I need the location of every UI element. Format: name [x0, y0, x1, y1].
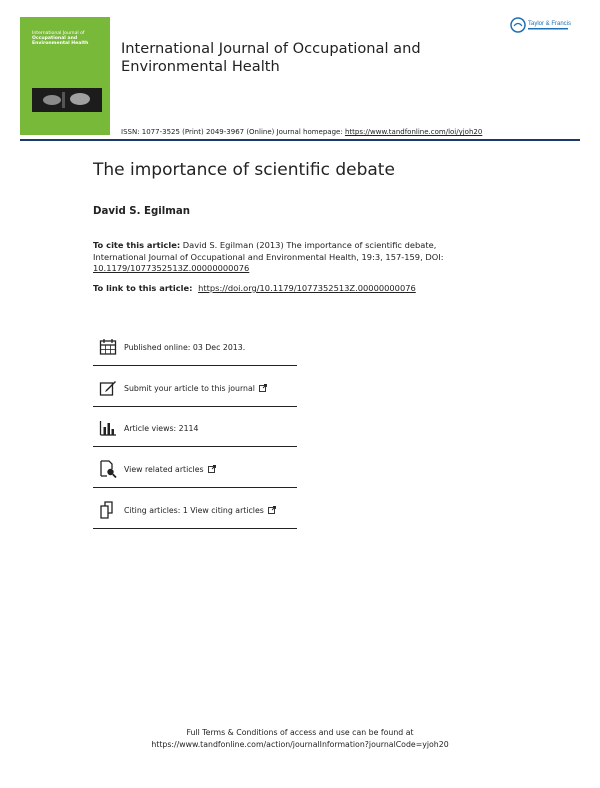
external-link-icon [268, 506, 276, 516]
article-views-row [93, 406, 297, 447]
calendar-icon [99, 338, 117, 356]
external-link-icon [208, 465, 216, 475]
published-row [93, 325, 297, 366]
submit-article-row[interactable] [93, 366, 297, 407]
published-date-text: Published online: 03 Dec 2013. [124, 343, 246, 352]
cover-title-line3: Environmental Health [32, 41, 89, 47]
external-link-icon [259, 384, 267, 394]
article-doi-link[interactable]: https://doi.org/10.1179/1077352513Z.00000000076 [198, 283, 416, 293]
header-divider [20, 139, 580, 141]
edit-icon [99, 379, 117, 397]
issn-line [121, 128, 482, 136]
article-link-label: To link to this article: [93, 283, 193, 293]
footer-terms-link[interactable]: https://www.tandfonline.com/action/journalInformation?journalCode=yjoh20 [151, 740, 449, 749]
article-views-text: Article views: 2114 [124, 424, 199, 433]
citation-label: To cite this article: [93, 240, 181, 250]
bar-chart-icon [99, 419, 117, 437]
citing-documents-icon [99, 501, 117, 519]
cover-title-line1: International Journal of [32, 31, 85, 36]
journal-cover-image [20, 17, 110, 135]
footer-terms-text: Full Terms & Conditions of access and use can be found at [186, 728, 414, 737]
cover-title-line2: Occupational and [32, 36, 78, 42]
cover-title [32, 31, 106, 47]
related-articles-link[interactable] [124, 465, 216, 475]
article-link-line [93, 283, 416, 293]
journal-title: International Journal of Occupational and Environmental Health [121, 40, 421, 75]
related-articles-row[interactable] [93, 447, 297, 488]
related-articles-label: View related articles [124, 465, 204, 474]
journal-homepage-link[interactable]: https://www.tandfonline.com/loi/yjoh20 [344, 128, 483, 136]
article-title: The importance of scientific debate [93, 160, 395, 180]
citing-articles-label: Citing articles: 1 View citing articles [124, 506, 264, 515]
footer [0, 727, 600, 751]
citation-block [93, 240, 473, 275]
submit-article-link[interactable] [124, 384, 267, 394]
submit-article-label: Submit your article to this journal [124, 384, 255, 393]
citing-articles-row[interactable] [93, 488, 297, 529]
citing-articles-link[interactable] [124, 506, 276, 516]
article-author: David S. Egilman [93, 206, 191, 217]
citation-doi-link[interactable]: 10.1179/1077352513Z.00000000076 [93, 263, 250, 274]
citation-text: David S. Egilman (2013) The importance of scientific debate, International Journal of Occupational and Environmental Health, 19:3, 157-159, DOI: [93, 240, 444, 262]
cover-photo [32, 88, 102, 112]
issn-text: ISSN: 1077-3525 (Print) 2049-3967 (Online) Journal homepage: [121, 128, 343, 136]
document-search-icon [99, 460, 117, 478]
publisher-logo-text: Taylor & Francis [528, 21, 572, 27]
publisher-logo[interactable] [510, 16, 580, 36]
